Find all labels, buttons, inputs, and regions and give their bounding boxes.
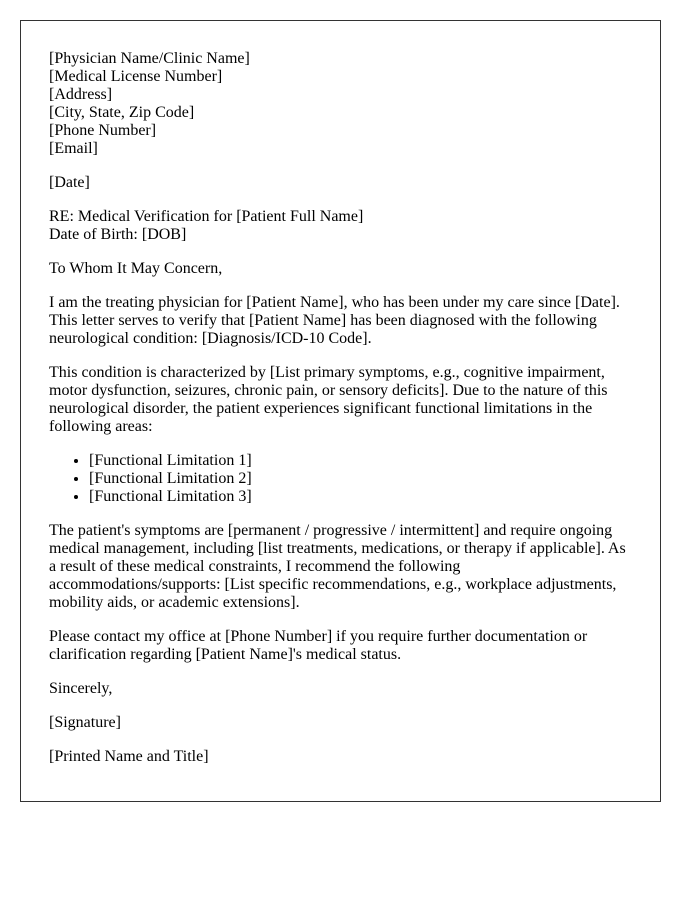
body-paragraph: I am the treating physician for [Patient Name], who has been under my care since [Date]. This letter serves to verify that [Patient Name] has been diagnosed with the following neurological condition: [Diagnosis/ICD-10 Code]. <box>49 294 620 347</box>
sender-address: [Address] <box>49 86 113 103</box>
sender-city: [City, State, Zip Code] <box>49 104 195 121</box>
list-item: • [Functional Limitation 3] <box>89 488 632 506</box>
sender-block <box>49 50 632 158</box>
letter <box>20 20 661 802</box>
body-paragraph: This condition is characterized by [List primary symptoms, e.g., cognitive impairment, motor dysfunction, seizures, chronic pain, or sensory deficits]. Due to the nature of this neurological disorder, the patient experiences significant functional limitations in the following areas: <box>49 364 608 435</box>
limitations-list <box>49 452 632 506</box>
sender-license: [Medical License Number] <box>49 68 223 85</box>
signature: [Signature] <box>49 714 121 731</box>
subject-line: RE: Medical Verification for [Patient Full Name] <box>49 208 364 225</box>
sender-name: [Physician Name/Clinic Name] <box>49 50 250 67</box>
body-paragraph: Please contact my office at [Phone Number] if you require further documentation or clarification regarding [Patient Name]'s medical status. <box>49 628 588 663</box>
body-paragraph: The patient's symptoms are [permanent / progressive / intermittent] and require ongoing medical management, including [list treatments, medications, or therapy if applicable]. As a result of these medical constraints, I recommend the following accommodations/supports: [List specific recommendations, e.g., workplace adjustments, mobility aids, or academic extensions]. <box>49 522 626 611</box>
printed-name: [Printed Name and Title] <box>49 748 209 765</box>
sender-email: [Email] <box>49 140 98 157</box>
list-item: • [Functional Limitation 2] <box>89 470 632 488</box>
dob-line: Date of Birth: [DOB] <box>49 226 187 243</box>
list-item: • [Functional Limitation 1] <box>89 452 632 470</box>
sender-phone: [Phone Number] <box>49 122 157 139</box>
subject-block <box>49 208 632 244</box>
letter-date: [Date] <box>49 174 90 191</box>
salutation: To Whom It May Concern, <box>49 260 223 277</box>
closing: Sincerely, <box>49 680 113 697</box>
